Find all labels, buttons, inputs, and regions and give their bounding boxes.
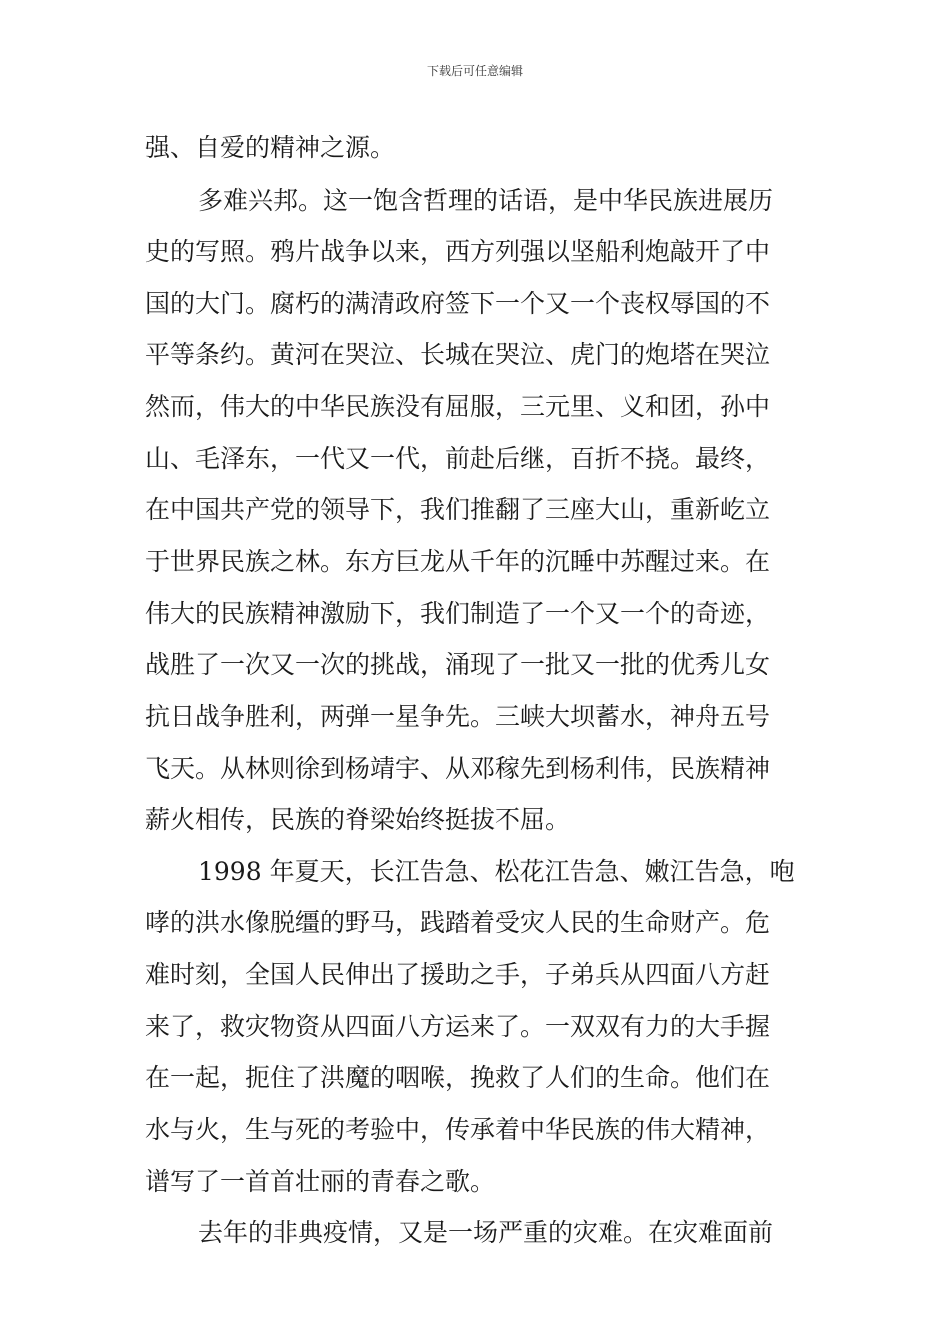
text-line: 抗日战争胜利，两弹一星争先。三峡大坝蓄水，神舟五号 xyxy=(145,702,771,731)
text-line: 飞天。从林则徐到杨靖宇、从邓稼先到杨利伟，民族精神 xyxy=(145,754,771,783)
text-line: 在中国共产党的领导下，我们推翻了三座大山，重新屹立 xyxy=(145,495,771,524)
page-header: 下载后可任意编辑 xyxy=(426,64,523,78)
text-line: 来了，救灾物资从四面八方运来了。一双双有力的大手握 xyxy=(145,1012,771,1041)
text-line: 薪火相传，民族的脊梁始终挺拔不屈。 xyxy=(145,805,571,834)
text-line: 战胜了一次又一次的挑战，涌现了一批又一批的优秀儿女 xyxy=(145,650,771,679)
text-line: 山、毛泽东，一代又一代，前赴后继，百折不挠。最终， xyxy=(145,444,771,473)
text-line: 然而，伟大的中华民族没有屈服，三元里、义和团，孙中 xyxy=(145,392,771,421)
text-line: 水与火，生与死的考验中，传承着中华民族的伟大精神， xyxy=(145,1115,771,1144)
text-line: 难时刻，全国人民伸出了援助之手，子弟兵从四面八方赶 xyxy=(145,960,771,989)
text-line: 伟大的民族精神激励下，我们制造了一个又一个的奇迹， xyxy=(145,599,771,628)
paragraph-start-line: 1998 年夏天，长江告急、松花江告急、嫩江告急，咆 xyxy=(198,857,795,886)
text-line: 于世界民族之林。东方巨龙从千年的沉睡中苏醒过来。在 xyxy=(145,547,771,576)
text-line: 哮的洪水像脱缰的野马，践踏着受灾人民的生命财产。危 xyxy=(145,908,771,937)
text-line: 国的大门。腐朽的满清政府签下一个又一个丧权辱国的不 xyxy=(145,289,771,318)
paragraph-start-line: 去年的非典疫情，又是一场严重的灾难。在灾难面前 xyxy=(198,1218,774,1247)
paragraph-start-line: 多难兴邦。这一饱含哲理的话语，是中华民族进展历 xyxy=(198,186,774,215)
text-line: 史的写照。鸦片战争以来，西方列强以坚船利炮敲开了中 xyxy=(145,237,771,266)
text-line: 强、自爱的精神之源。 xyxy=(145,133,396,162)
text-line: 谱写了一首首壮丽的青春之歌。 xyxy=(145,1167,496,1196)
text-line: 平等条约。黄河在哭泣、长城在哭泣、虎门的炮塔在哭泣 xyxy=(145,340,771,369)
text-line: 在一起，扼住了洪魔的咽喉，挽救了人们的生命。他们在 xyxy=(145,1063,771,1092)
